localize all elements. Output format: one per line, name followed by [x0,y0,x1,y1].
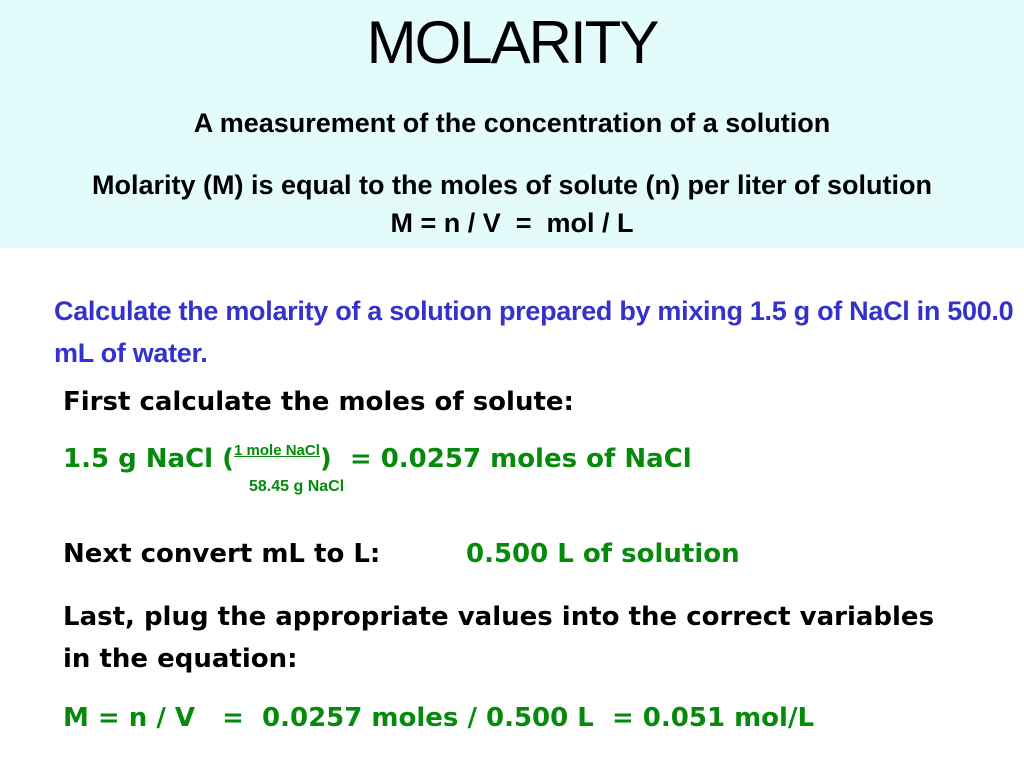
step1-calculation [63,430,692,480]
final-equation: M = n / V = 0.0257 moles / 0.500 L = 0.051 mol/L [63,703,815,733]
molarity-definition: Molarity (M) is equal to the moles of solute (n) per liter of solution [91,170,933,200]
molarity-formula: M = n / V = mol / L [390,208,634,238]
fraction-denominator: 58.45 g NaCl [249,478,345,495]
page-subtitle: A measurement of the concentration of a solution [193,108,831,138]
step2-label: Next convert mL to L: [63,539,381,569]
step1-label: First calculate the moles of solute: [63,387,574,417]
calc-suffix: ) = 0.0257 moles of NaCl [319,444,692,474]
problem-statement: Calculate the molarity of a solution prepared by mixing 1.5 g of NaCl in 500.0 mL of water. [54,296,1014,368]
header-panel [0,0,1024,248]
calc-prefix: 1.5 g NaCl ( [63,444,235,474]
step2-value: 0.500 L of solution [466,539,740,569]
step3-label: Last, plug the appropriate values into the correct variables in the equation: [63,602,935,674]
fraction-numerator: 1 mole NaCl [234,442,320,459]
page-title: MOLARITY [366,9,658,76]
